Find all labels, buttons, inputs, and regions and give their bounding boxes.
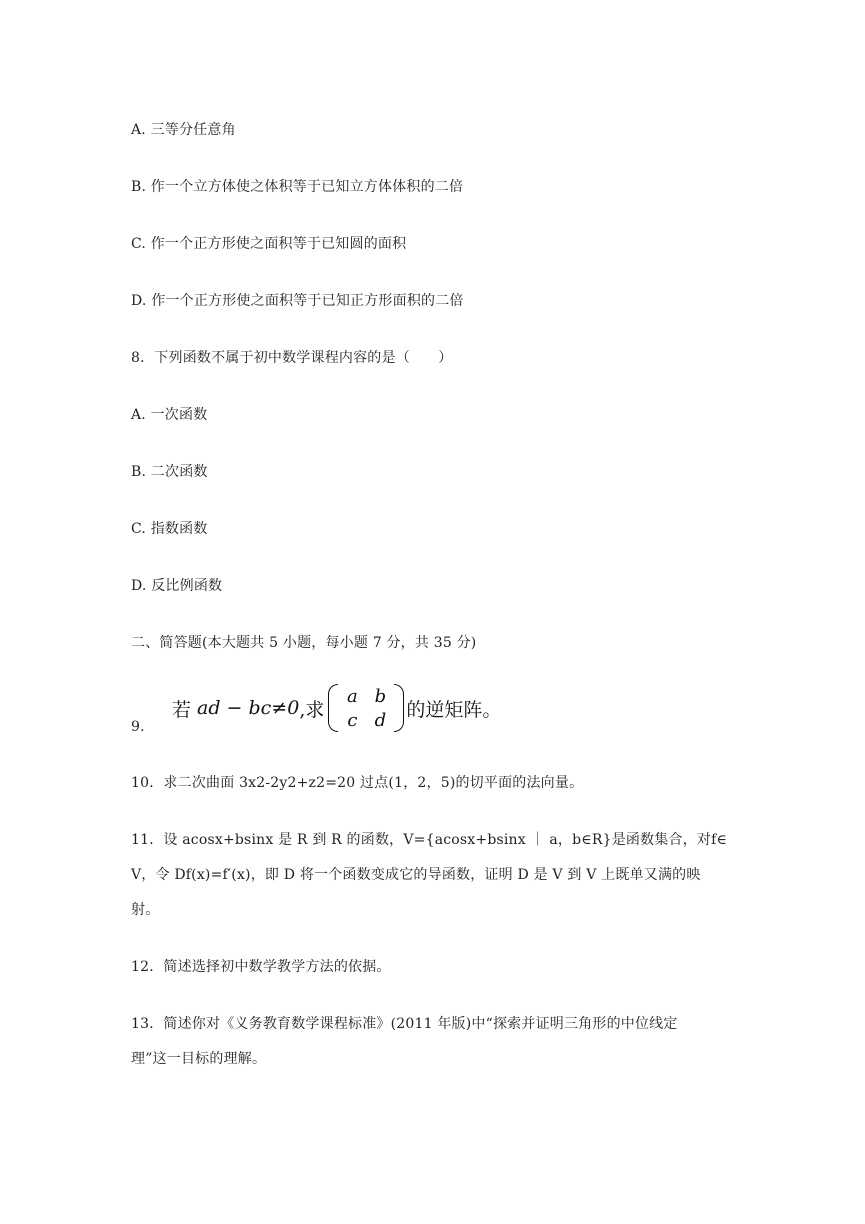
q9-mid: ,求 [299, 698, 325, 721]
q8-option-c: C. 指数函数 [131, 521, 208, 537]
q9-prefix: 若 [172, 698, 192, 721]
q11-line-3: 射。 [131, 902, 160, 918]
matrix-cell-b: b [374, 685, 387, 707]
q10-text: 10．求二次曲面 3x2-2y2+z2=20 过点(1，2，5)的切平面的法向量。 [131, 775, 584, 791]
q9-formula-image [172, 678, 501, 738]
q8-stem: 8．下列函数不属于初中数学课程内容的是（ ） [131, 350, 453, 366]
q11-line-2: V，令 Df(x)=f′(x)，即 D 将一个函数变成它的导函数，证明 D 是 V 到 V 上既单又满的映 [131, 867, 701, 883]
q11-line-1: 11．设 acosx+bsinx 是 R 到 R 的函数，V={acosx+bsinx ｜ a，b∈R}是函数集合，对f∈ [131, 832, 728, 848]
section2-title: 二、简答题(本大题共 5 小题，每小题 7 分，共 35 分) [131, 635, 477, 651]
q9-suffix: 的逆矩阵。 [406, 698, 502, 721]
q12-text: 12．简述选择初中数学教学方法的依据。 [131, 959, 391, 975]
q8-option-a: A. 一次函数 [131, 407, 208, 423]
matrix-cell-c: c [347, 709, 358, 731]
q7-option-a: A. 三等分任意角 [131, 122, 236, 138]
q9-condition: ad − bc≠0 [197, 697, 300, 719]
q7-option-b: B. 作一个立方体使之体积等于已知立方体体积的二倍 [131, 179, 464, 195]
q13-line-2: 理”这一目标的理解。 [131, 1051, 267, 1067]
q7-option-d: D. 作一个正方形使之面积等于已知正方形面积的二倍 [131, 293, 464, 309]
q13-line-1: 13．简述你对《义务教育数学课程标准》(2011 年版)中“探索并证明三角形的中位线定 [131, 1016, 678, 1032]
q9-number: 9. [131, 719, 145, 735]
matrix-cell-d: d [374, 709, 387, 731]
matrix-cell-a: a [347, 685, 358, 707]
q9-matrix [328, 684, 404, 732]
q8-option-b: B. 二次函数 [131, 464, 208, 480]
q7-option-c: C. 作一个正方形使之面积等于已知圆的面积 [131, 236, 407, 252]
q8-option-d: D. 反比例函数 [131, 578, 223, 594]
